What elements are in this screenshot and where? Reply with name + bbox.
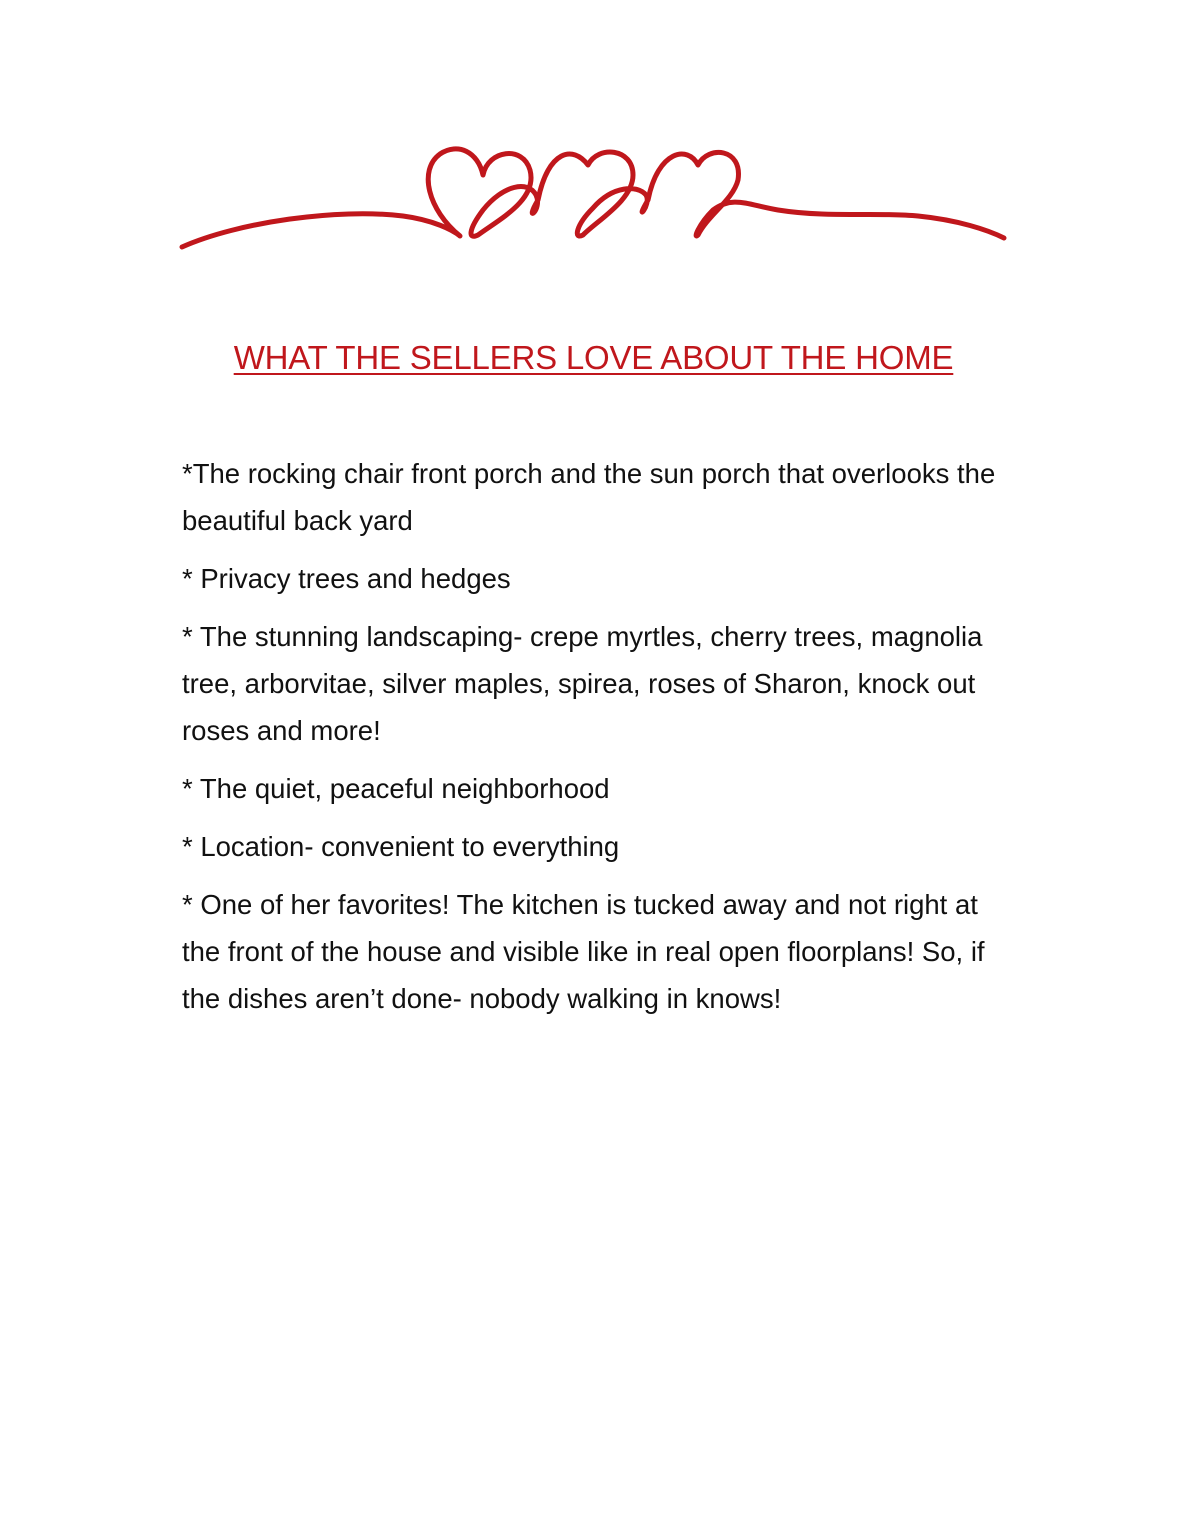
list-item: * The quiet, peaceful neighborhood bbox=[182, 773, 610, 804]
list-item: * The stunning landscaping- crepe myrtles, cherry trees, magnolia tree, arborvitae, silver maples, spirea, roses of Sharon, knock out roses and more! bbox=[182, 621, 983, 746]
hearts-flourish-path bbox=[182, 149, 1004, 247]
list-item: * Privacy trees and hedges bbox=[182, 563, 511, 594]
list-item: * Location- convenient to everything bbox=[182, 831, 620, 862]
list-item: *The rocking chair front porch and the sun porch that overlooks the beautiful back yard bbox=[182, 458, 996, 536]
features-list bbox=[182, 450, 1012, 1033]
page-title: WHAT THE SELLERS LOVE ABOUT THE HOME bbox=[233, 339, 954, 376]
hearts-flourish-icon bbox=[178, 140, 1008, 255]
list-item: * One of her favorites! The kitchen is tucked away and not right at the front of the house and visible like in real open floorplans! So, if the dishes aren’t done- nobody walking in knows! bbox=[182, 889, 985, 1014]
